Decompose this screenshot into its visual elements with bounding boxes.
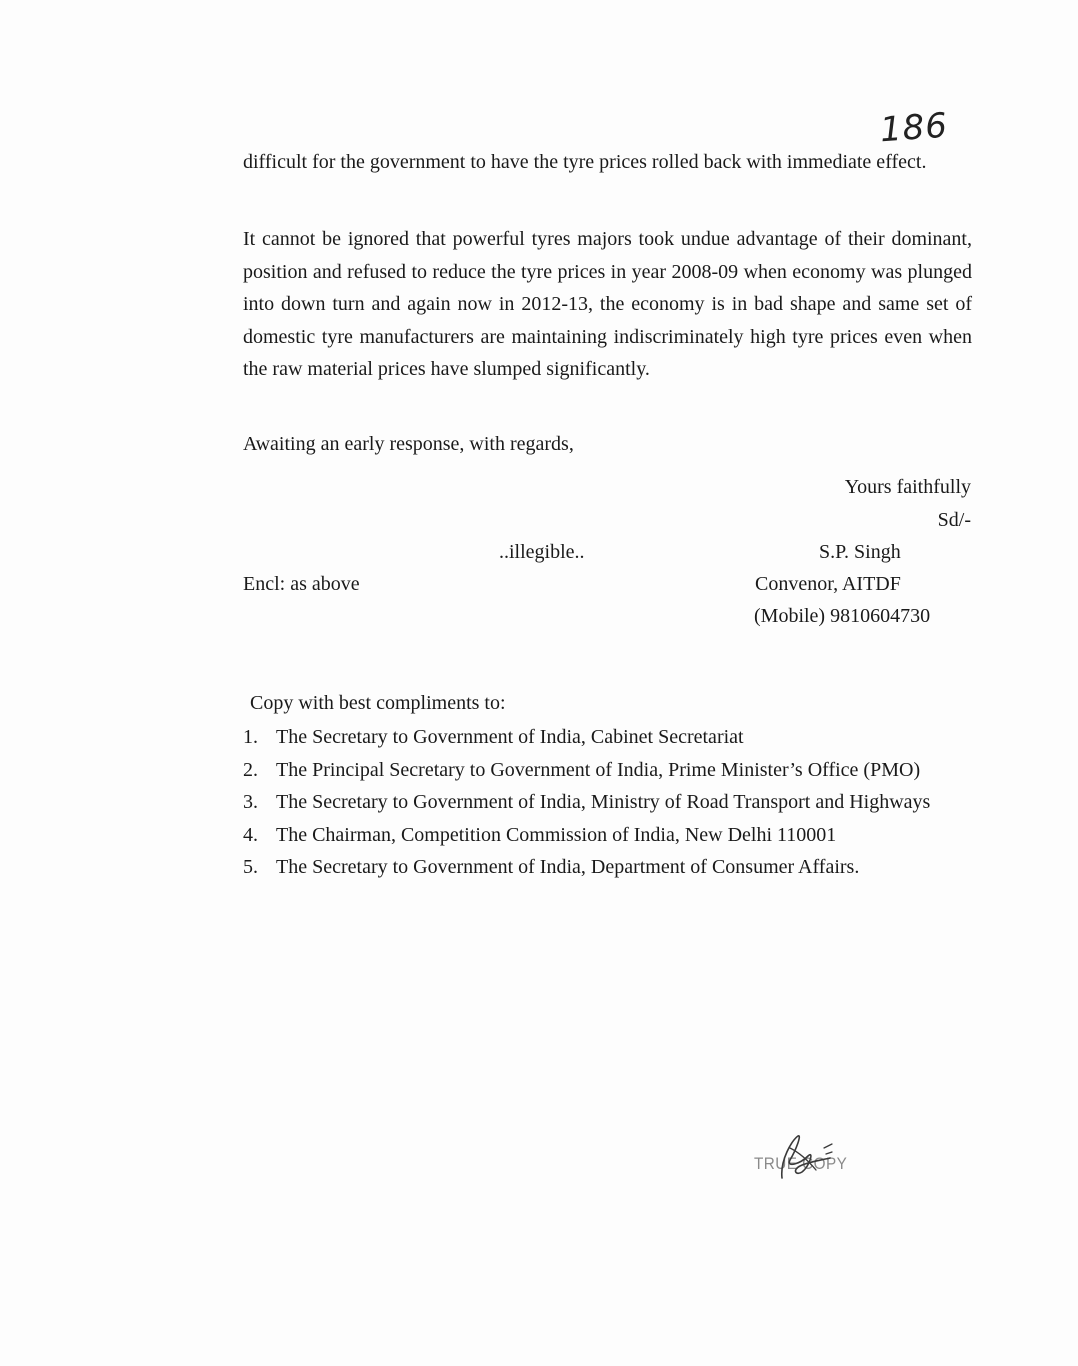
list-item-number: 2.: [243, 758, 258, 781]
signature-scribble-icon: [752, 1130, 862, 1185]
illegible-note: ..illegible..: [499, 541, 585, 563]
list-item-text: The Chairman, Competition Commission of India, New Delhi 110001: [276, 823, 837, 846]
signatory-mobile: (Mobile) 9810604730: [754, 605, 931, 627]
list-item: [243, 819, 972, 852]
list-item: [243, 851, 972, 884]
closing-salutation: Yours faithfully: [844, 476, 971, 498]
paragraph-closing: Awaiting an early response, with regards,: [243, 433, 574, 455]
list-item-number: 5.: [243, 856, 258, 878]
list-item: [243, 721, 972, 754]
true-copy-stamp: [752, 1130, 862, 1185]
list-item: [243, 754, 972, 787]
list-item: [243, 786, 972, 819]
signatory-designation: Convenor, AITDF: [755, 573, 901, 595]
signed-mark: Sd/-: [937, 509, 971, 531]
copy-to-heading: Copy with best compliments to:: [250, 692, 506, 714]
paragraph-main: It cannot be ignored that powerful tyres majors took undue advantage of their dominant, position and refused to reduce the tyre prices in year 2008-09 when economy was plunged into down turn and again now in 2012-13, the economy is in bad shape and same set of domestic tyre manufacturers are maintaining indiscriminately high tyre prices even when the raw material prices have slumped significantly.: [243, 228, 972, 381]
copy-to-list: [243, 721, 972, 884]
list-item-number: 3.: [243, 791, 258, 813]
handwritten-page-number: 186: [878, 105, 950, 151]
list-item-text: The Secretary to Government of India, Ministry of Road Transport and Highways: [276, 791, 931, 813]
signatory-name: S.P. Singh: [819, 541, 901, 563]
list-item-number: 1.: [243, 726, 258, 748]
list-item-text: The Principal Secretary to Government of India, Prime Minister’s Office (PMO): [276, 758, 921, 781]
stamp-text: TRUE COPY: [754, 1154, 848, 1173]
list-item-number: 4.: [243, 823, 258, 846]
enclosure-note: Encl: as above: [243, 573, 360, 595]
list-item-text: The Secretary to Government of India, Cabinet Secretariat: [276, 726, 744, 748]
list-item-text: The Secretary to Government of India, Department of Consumer Affairs.: [276, 856, 860, 878]
paragraph-continuation: difficult for the government to have the tyre prices rolled back with immediate effect.: [243, 151, 927, 173]
